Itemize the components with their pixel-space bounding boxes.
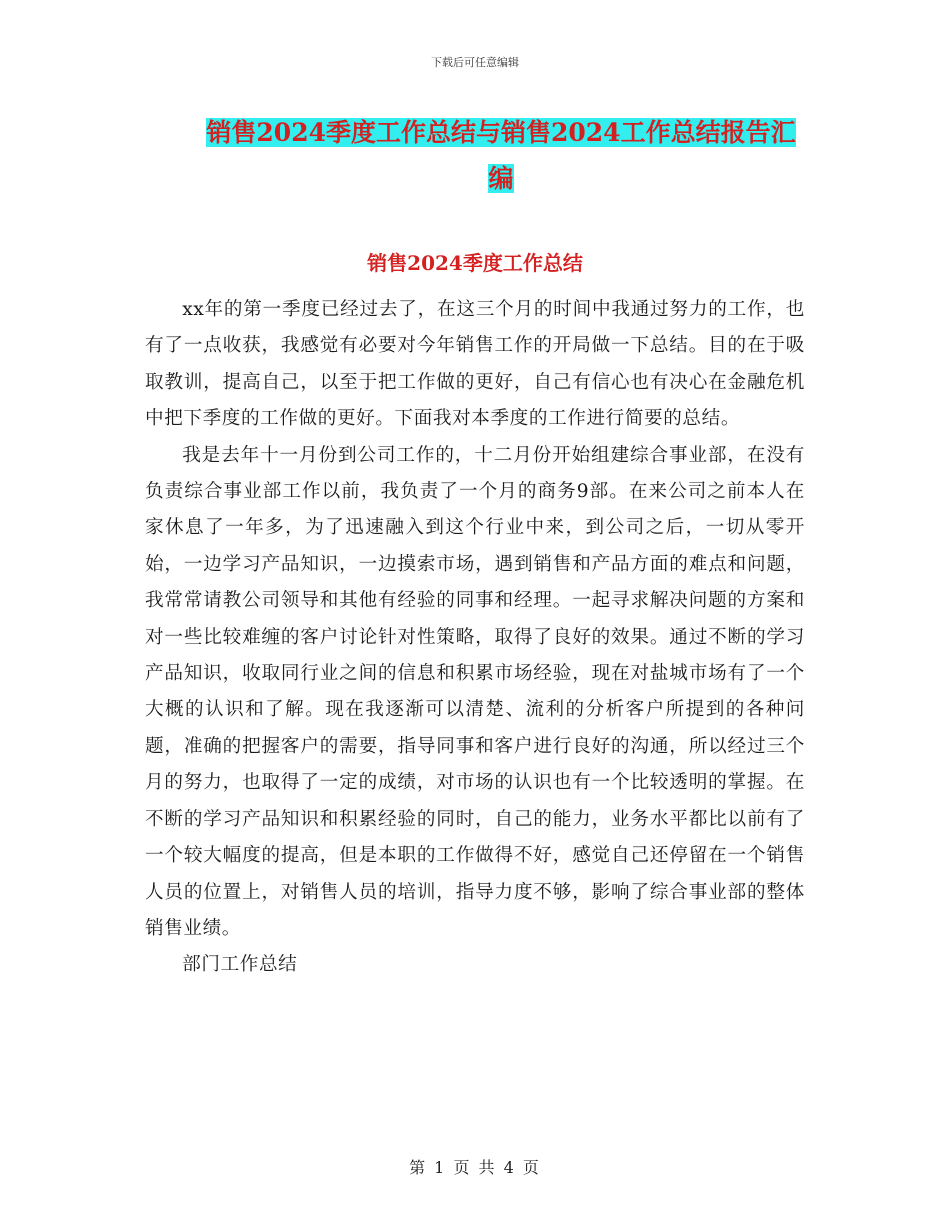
paragraph-1: xx年的第一季度已经过去了，在这三个月的时间中我通过努力的工作，也有了一点收获，我感觉有必要对今年销售工作的开局做一下总结。目的在于吸取教训，提高自己，以至于把工作做的更好，自己有信心也有决心在金融危机中把下季度的工作做的更好。下面我对本季度的工作进行简要的总结。	[145, 299, 805, 430]
document-title	[196, 110, 806, 202]
paragraph-2: 我是去年十一月份到公司工作的，十二月份开始组建综合事业部，在没有负责综合事业部工作以前，我负责了一个月的商务9部。在来公司之前本人在家休息了一年多，为了迅速融入到这个行业中来，到公司之后，一切从零开始，一边学习产品知识，一边摸索市场，遇到销售和产品方面的难点和问题，我常常请教公司领导和其他有经验的同事和经理。一起寻求解决问题的方案和对一些比较难缠的客户讨论针对性策略，取得了良好的效果。通过不断的学习产品知识，收取同行业之间的信息和积累市场经验，现在对盐城市场有了一个大概的认识和了解。现在我逐渐可以清楚、流利的分析客户所提到的各种问题，准确的把握客户的需要，指导同事和客户进行良好的沟通，所以经过三个月的努力，也取得了一定的成绩，对市场的认识也有一个比较透明的掌握。在不断的学习产品知识和积累经验的同时，自己的能力，业务水平都比以前有了一个较大幅度的提高，但是本职的工作做得不好，感觉自己还停留在一个销售人员的位置上，对销售人员的培训，指导力度不够，影响了综合事业部的整体销售业绩。	[145, 444, 805, 939]
document-body	[145, 292, 805, 984]
document-title-text: 销售2024季度工作总结与销售2024工作总结报告汇编	[206, 118, 796, 193]
paragraph-3: 部门工作总结	[182, 954, 298, 976]
section-title: 销售2024季度工作总结	[367, 251, 583, 275]
page-number: 第 1 页 共 4 页	[409, 1158, 541, 1177]
header-note: 下载后可任意编辑	[431, 56, 519, 69]
